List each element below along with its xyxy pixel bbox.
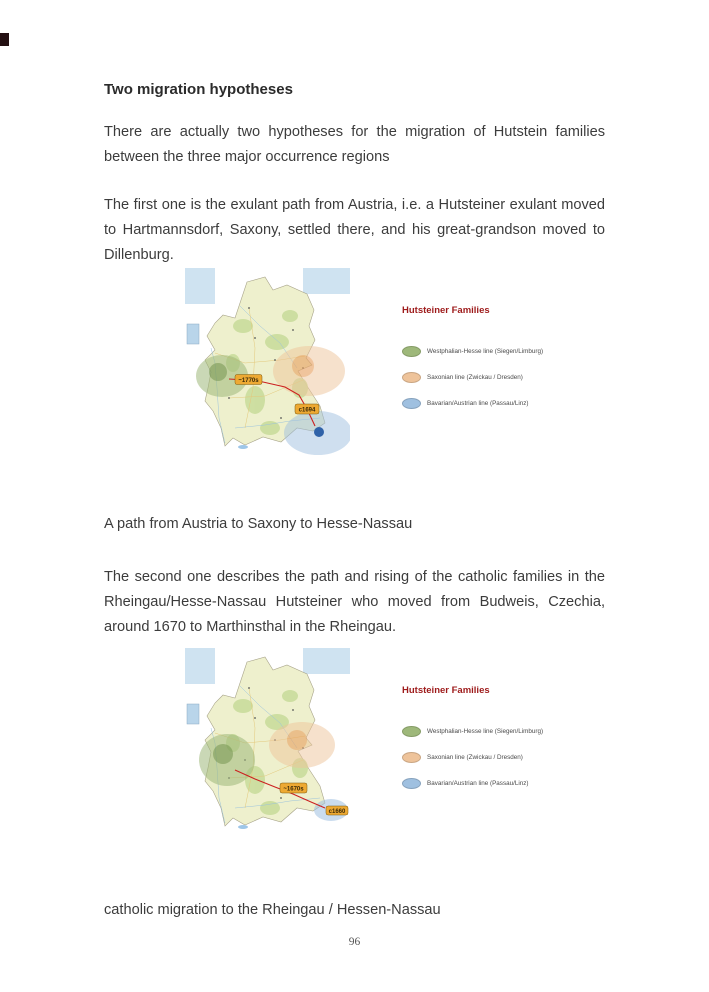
legend-item-bavarian (402, 778, 529, 789)
paragraph-intro: There are actually two hypotheses for the migration of Hutstein families between the three major occurrence regions (104, 124, 605, 165)
legend-item-saxonian (402, 372, 523, 383)
north-sea (185, 648, 215, 684)
legend-swatch-orange (402, 752, 421, 763)
lake-constance (238, 825, 248, 829)
north-sea (185, 268, 215, 304)
legend-label: Bavarian/Austrian line (Passau/Linz) (427, 399, 529, 407)
svg-text:c1660: c1660 (328, 809, 346, 815)
page-content (104, 82, 605, 919)
region-saxonian-core (287, 730, 307, 750)
figure-caption-1: A path from Austria to Saxony to Hesse-Nassau (104, 516, 413, 532)
legend-title: Hutsteiner Families (402, 685, 490, 696)
region-westphalian-core (209, 363, 227, 381)
scan-artifact (0, 33, 9, 46)
legend-label: Bavarian/Austrian line (Passau/Linz) (427, 779, 529, 787)
svg-text:~1670s: ~1670s (283, 786, 304, 793)
germany-map-1 (185, 268, 350, 476)
map-figure-2 (185, 648, 544, 856)
map-inset-box (187, 324, 199, 344)
date-label-end-1 (295, 404, 319, 414)
map-figure-1 (185, 268, 544, 476)
region-westphalian-core (213, 744, 233, 764)
legend-swatch-green (402, 346, 421, 357)
svg-text:~1770s: ~1770s (238, 378, 259, 384)
legend-swatch-orange (402, 372, 421, 383)
figure-caption-2: catholic migration to the Rheingau / Hessen-Nassau (104, 902, 441, 918)
date-label-path-2 (280, 783, 307, 793)
lake-constance (238, 445, 248, 449)
baltic-sea (303, 268, 350, 294)
section-heading: Two migration hypotheses (104, 81, 293, 98)
legend-label: Saxonian line (Zwickau / Dresden) (427, 753, 523, 761)
map-legend (402, 305, 544, 424)
baltic-sea (303, 648, 350, 674)
page-number: 96 (348, 936, 361, 948)
legend-label: Westphalian-Hesse line (Siegen/Limburg) (427, 727, 544, 735)
paragraph-second-hypothesis: The second one describes the path and rising of the catholic families in the Rheingau/Hesse-Nassau Hutsteiner who moved from Budweis, Czechia, around 1670 to Marthinsthal in the Rheingau. (104, 569, 605, 635)
legend-item-saxonian (402, 752, 523, 763)
region-saxonian-core (292, 355, 314, 377)
germany-map-2 (185, 648, 350, 856)
legend-item-westphalian (402, 346, 544, 357)
map-inset-box (187, 704, 199, 724)
paragraph-first-hypothesis: The first one is the exulant path from Austria, i.e. a Hutsteiner exulant moved to Hartmannsdorf, Saxony, settled there, and his great-grandson moved to Dillenburg. (104, 197, 605, 263)
date-label-end-2 (326, 806, 348, 815)
legend-swatch-blue (402, 398, 421, 409)
legend-label: Saxonian line (Zwickau / Dresden) (427, 373, 523, 381)
legend-title: Hutsteiner Families (402, 305, 490, 316)
legend-swatch-blue (402, 778, 421, 789)
svg-text:c1694: c1694 (298, 407, 316, 414)
region-bavarian-core (314, 427, 324, 437)
map-legend (402, 685, 544, 804)
legend-swatch-green (402, 726, 421, 737)
date-label-path-1 (235, 375, 262, 385)
legend-label: Westphalian-Hesse line (Siegen/Limburg) (427, 347, 544, 355)
legend-item-bavarian (402, 398, 529, 409)
legend-item-westphalian (402, 726, 544, 737)
